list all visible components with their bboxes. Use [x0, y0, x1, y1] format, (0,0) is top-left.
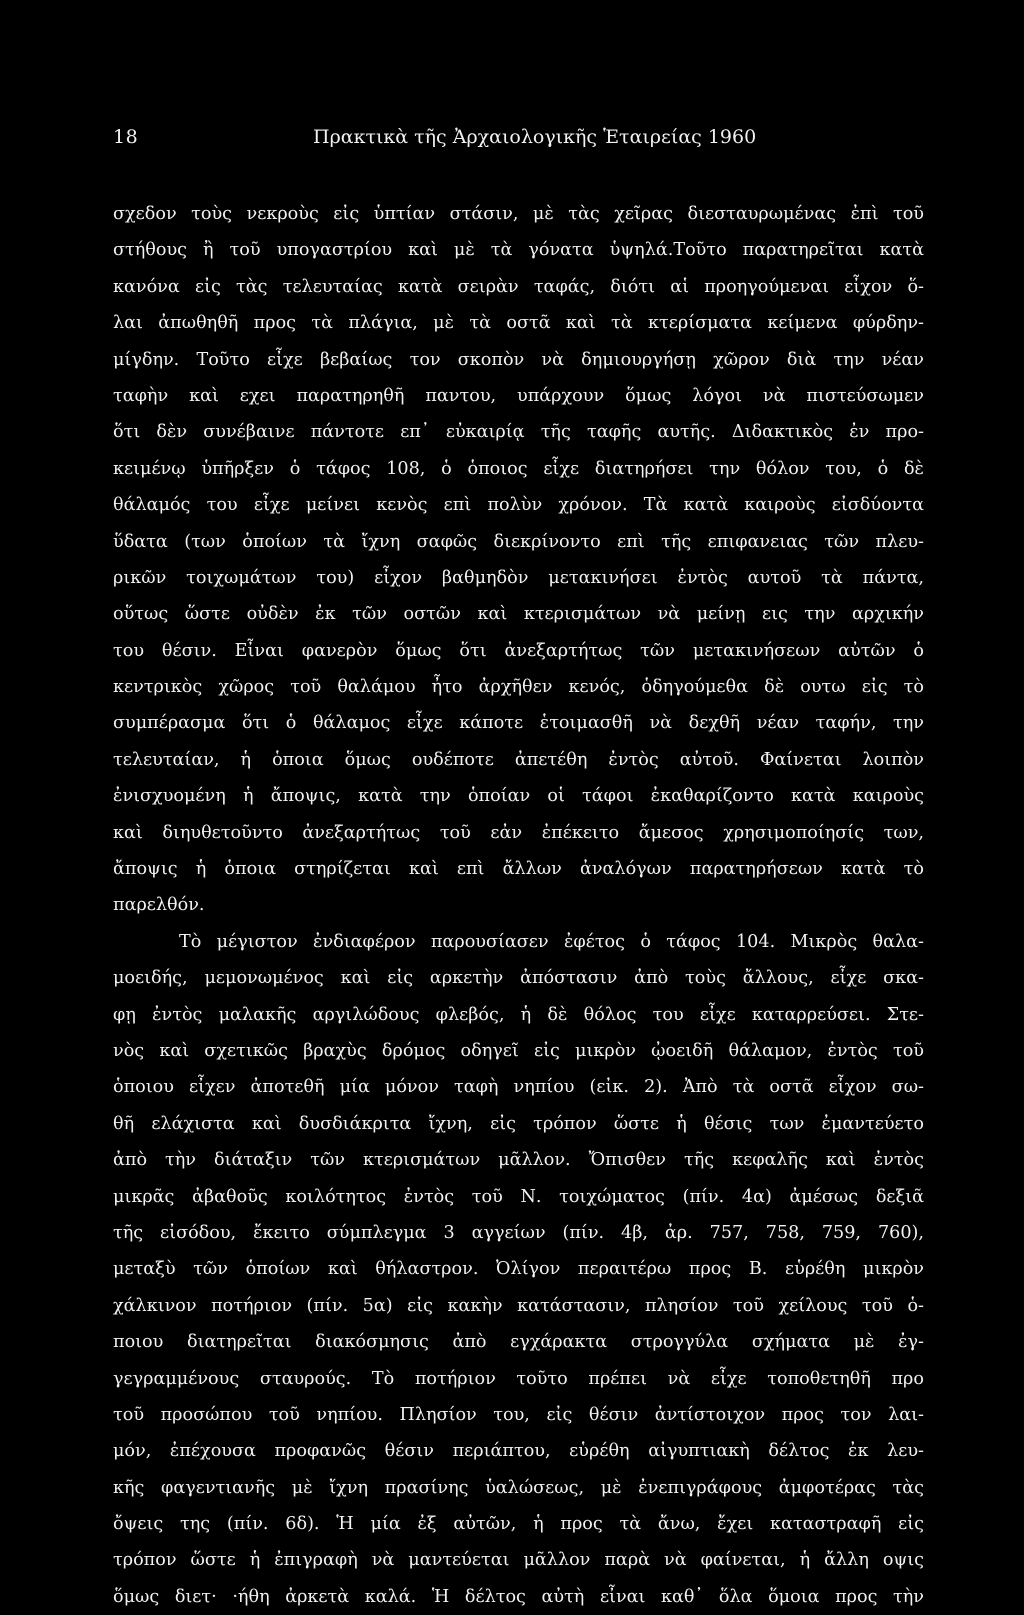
text-line: μοειδής, μεμονωμένος καὶ εἰς αρκετὴν ἀπόστασιν ἀπὸ τοὺς ἄλλους, εἶχε σκα-	[113, 968, 924, 989]
text-line: λαι ἀπωθηθῆ προς τὰ πλάγια, μὲ τὰ οστᾶ καὶ τὰ κτερίσματα κείμενα φύρδην-	[113, 313, 924, 334]
text-line: τῆς εἰσόδου, ἔκειτο σύμπλεγμα 3 αγγείων (πίν. 4β, ἀρ. 757, 758, 759, 760),	[113, 1222, 924, 1243]
running-title: Πρακτικὰ τῆς Ἀρχαιολογικῆς Ἑταιρείας 1960	[313, 126, 757, 148]
body-text	[113, 196, 924, 1615]
text-line: του θέσιν. Εἶναι φανερὸν ὅμως ὅτι ἀνεξαρτήτως τῶν μετακινήσεων αὐτῶν ὁ	[113, 640, 924, 661]
text-line: καὶ διηυθετοῦντο ἀνεξαρτήτως τοῦ εἀν ἐπέκειτο ἄμεσος χρησιμοποίησίς των,	[113, 822, 924, 843]
page-number: 18	[113, 126, 139, 148]
text-line: παρελθόν.	[113, 895, 205, 916]
text-line: τελευταίαν, ἡ ὁποια ὅμως ουδέποτε ἀπετέθη ἐντὸς αὐτοῦ. Φαίνεται λοιπὸν	[113, 749, 924, 770]
text-line: ὅτι δὲν συνέβαινε πάντοτε επ᾿ εὐκαιρίᾳ τῆς ταφῆς αυτῆς. Διδακτικὸς ἐν προ-	[113, 422, 924, 443]
text-line: ρικῶν τοιχωμάτων του) εἶχον βαθμηδὸν μετακινήσει ἐντὸς αυτοῦ τὰ πάντα,	[113, 567, 924, 588]
text-line: μεταξὺ τῶν ὁποίων καὶ θήλαστρον. Ὀλίγον περαιτέρω προς Β. εὑρέθη μικρὸν	[113, 1259, 924, 1280]
paragraph-first-line: Τὸ μέγιστον ἐνδιαφέρον παρουσίασεν ἐφέτος ὁ τάφος 104. Μικρὸς θαλα-	[179, 931, 924, 952]
text-line: ἄποψις ἡ ὁποια στηρίζεται καὶ επὶ ἄλλων ἀναλόγων παρατηρήσεων κατὰ τὸ	[113, 859, 924, 880]
running-header	[113, 121, 924, 153]
text-line: θῆ ελάχιστα καὶ δυσδιάκριτα ἴχνη, εἰς τρόπον ὥστε ἡ θέσις των ἐμαντεύετο	[113, 1113, 924, 1134]
text-line: τοῦ προσώπου τοῦ νηπίου. Πλησίον του, εἰς θέσιν ἀντίστοιχον προς τον λαι-	[113, 1404, 924, 1425]
text-line: οὕτως ὥστε οὐδὲν ἐκ τῶν οστῶν καὶ κτερισμάτων νὰ μείνῃ εις την αρχικήν	[113, 604, 924, 625]
text-line: χάλκινον ποτήριον (πίν. 5α) εἰς κακὴν κατάστασιν, πλησίον τοῦ χείλους τοῦ ὁ-	[113, 1295, 924, 1316]
text-line: τρόπον ὥστε ἡ ἐπιγραφὴ νὰ μαντεύεται μᾶλλον παρὰ νὰ φαίνεται, ἡ ἄλλη οψις	[113, 1550, 924, 1571]
text-line: μικρᾶς ἀβαθοῦς κοιλότητος ἐντὸς τοῦ Ν. τοιχώματος (πίν. 4α) ἀμέσως δεξιᾶ	[113, 1186, 924, 1207]
text-line: ποιου διατηρεῖται διακόσμησις ἀπὸ εγχάρακτα στρογγύλα σχήματα μὲ ἐγ-	[113, 1332, 924, 1353]
text-line: στήθους ἢ τοῦ υπογαστρίου καὶ μὲ τὰ γόνατα ὑψηλά.Τοῦτο παρατηρεῖται κατὰ	[113, 240, 924, 261]
text-line: συμπέρασμα ὅτι ὁ θάλαμος εἶχε κάποτε ἑτοιμασθῆ νὰ δεχθῆ νέαν ταφήν, την	[113, 713, 924, 734]
text-line: μόν, ἐπέχουσα προφανῶς θέσιν περιάπτου, εὑρέθη αἰγυπτιακὴ δέλτος ἐκ λευ-	[113, 1441, 924, 1462]
text-line: νὸς καὶ σχετικῶς βραχὺς δρόμος οδηγεῖ εἰς μικρὸν ᾠοειδῆ θάλαμον, ἐντὸς τοῦ	[113, 1040, 924, 1061]
text-line: ταφὴν καὶ εχει παρατηρηθῆ παντου, υπάρχουν ὅμως λόγοι νὰ πιστεύσωμεν	[113, 385, 924, 406]
text-line: φῃ ἐντὸς μαλακῆς αργιλώδους φλεβός, ἡ δὲ θόλος του εἶχε καταρρεύσει. Στε-	[113, 1004, 924, 1025]
text-line: ὁποιου εἶχεν ἀποτεθῆ μία μόνον ταφὴ νηπίου (εἰκ. 2). Ἀπὸ τὰ οστᾶ εἶχον σω-	[113, 1077, 924, 1098]
text-line: ὕδατα (των ὁποίων τὰ ἴχνη σαφῶς διεκρίνοντο επὶ τῆς επιφανειας τῶν πλευ-	[113, 531, 924, 552]
text-line: ἐνισχυομένη ἡ ἄποψις, κατὰ την ὁποίαν οἱ τάφοι ἐκαθαρίζοντο κατὰ καιροὺς	[113, 786, 924, 807]
text-line: κεντρικὸς χῶρος τοῦ θαλάμου ἦτο ἀρχῆθεν κενός, ὁδηγούμεθα δὲ ουτω εἰς τὸ	[113, 677, 924, 698]
text-line: κῆς φαγεντιανῆς μὲ ἴχνη πρασίνης ὑαλώσεως, μὲ ἐνεπιγράφους ἀμφοτέρας τὰς	[113, 1477, 924, 1498]
text-line: ὄψεις της (πίν. 6δ). Ἡ μία ἐξ αὐτῶν, ἡ προς τὰ ἄνω, ἔχει καταστραφῆ εἰς	[113, 1514, 924, 1535]
text-line: μίγδην. Τοῦτο εἶχε βεβαίως τον σκοπὸν νὰ δημιουργήσῃ χῶρον διὰ την νέαν	[113, 349, 924, 370]
text-line: σχεδον τοὺς νεκροὺς εἰς ὑπτίαν στάσιν, μὲ τὰς χεῖρας διεσταυρωμένας ἐπὶ τοῦ	[113, 204, 924, 224]
text-line: κανόνα εἰς τὰς τελευταίας κατὰ σειρὰν ταφάς, διότι αἱ προηγούμεναι εἶχον ὅ-	[113, 276, 924, 297]
text-line: γεγραμμένους σταυρούς. Τὸ ποτήριον τοῦτο πρέπει νὰ εἶχε τοποθετηθῆ προ	[113, 1368, 924, 1389]
text-line: θάλαμός του εἶχε μείνει κενὸς επὶ πολὺν χρόνον. Τὰ κατὰ καιροὺς εἰσδύοντα	[113, 495, 924, 516]
text-line: ἀπὸ τὴν διάταξιν τῶν κτερισμάτων μᾶλλον. Ὄπισθεν τῆς κεφαλῆς καὶ ἐντὸς	[113, 1150, 924, 1171]
text-line: ὅμως διετ· ·ήθη ἀρκετὰ καλά. Ἡ δέλτος αὐτὴ εἶναι καθ᾿ ὅλα ὅμοια προς τὴν	[113, 1586, 924, 1607]
text-line: κειμένῳ ὑπῆρξεν ὁ τάφος 108, ὁ ὁποιος εἶχε διατηρήσει την θόλον του, ὁ δὲ	[113, 458, 924, 479]
